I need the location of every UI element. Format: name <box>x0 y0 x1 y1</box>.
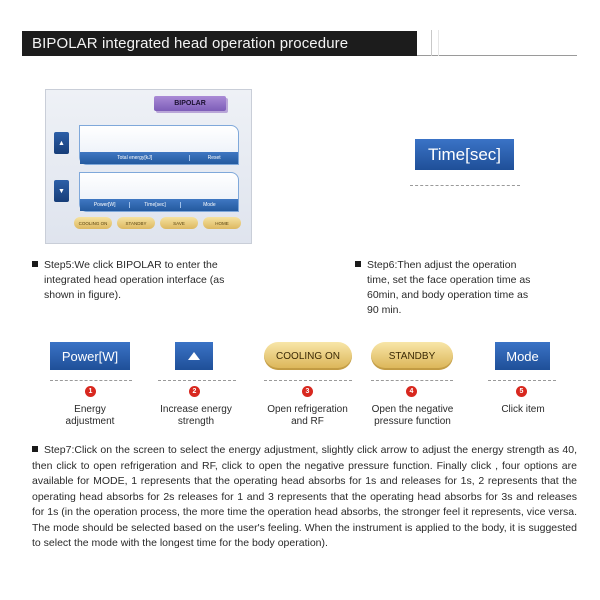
dashed-divider <box>264 380 352 381</box>
title-underline <box>417 55 577 56</box>
settings-panel <box>79 172 239 212</box>
standby-button: STANDBY <box>371 342 453 370</box>
number-badge-5: 5 <box>516 386 527 397</box>
up-arrow-icon: ▲ <box>54 132 69 154</box>
dashed-divider <box>158 380 236 381</box>
bullet-icon <box>32 261 38 267</box>
caption-negative-pressure: Open the negative pressure function <box>371 404 454 427</box>
decorative-mark-icon <box>431 30 439 56</box>
number-badge-4: 4 <box>406 386 417 397</box>
cooling-on-button: COOLING ON <box>264 342 352 370</box>
mini-standby-button: STANDBY <box>117 217 155 229</box>
mode-label: Mode <box>180 202 238 208</box>
number-badge-1: 1 <box>85 386 96 397</box>
caption-click-item: Click item <box>501 404 545 415</box>
mode-button: Mode <box>495 342 550 370</box>
increase-arrow-button <box>175 342 213 370</box>
step7-text: Step7:Click on the screen to select the energy adjustment, slightly click arrow to adjust the energy strength as 40, then click to open refrigeration and RF, click to open the negative pressure function. Finally click , four options are available for MODE, 1 represents that the operating head absorbs for 1s and releases for 1s, 2 represents that the operating head absorbs for 2s releases for 1 and 3 represents that the operating head absorbs for 3s and releases for 1s (in the operation process, the more time the operation head absorbs, the stronger feel it represents, vice versa. The mode should be selected based on the user's feeling. When the instrument is applied to the body, it is suggested to select the mode with the longest time for the body operation). <box>32 444 577 549</box>
caption-increase-energy: Increase energy strength <box>160 404 232 427</box>
dashed-divider <box>371 380 453 381</box>
caption-energy-adjustment: Energy adjustment <box>65 404 115 427</box>
down-arrow-icon: ▼ <box>54 180 69 202</box>
section-title-banner <box>22 31 417 56</box>
mini-save-button: SAVE <box>160 217 198 229</box>
dashed-divider <box>410 185 520 186</box>
total-energy-label: Total energy[kJ] <box>117 155 153 161</box>
power-w-button: Power[W] <box>50 342 130 370</box>
section-title: BIPOLAR integrated head operation procedure <box>32 35 349 52</box>
dashed-divider <box>50 380 132 381</box>
mini-home-button: HOME <box>203 217 241 229</box>
dashed-divider <box>488 380 556 381</box>
power-label: Power[W] <box>93 202 116 208</box>
energy-panel <box>79 125 239 165</box>
step6-text: Step6:Then adjust the operation time, set the face operation time as 60min, and body operation time as 90 min. <box>355 258 585 318</box>
caption-refrigeration: Open refrigeration and RF <box>267 404 348 427</box>
number-badge-2: 2 <box>189 386 200 397</box>
time-label: Time[sec] <box>129 202 179 208</box>
mini-cooling-button: COOLING ON <box>74 217 112 229</box>
bullet-icon <box>355 261 361 267</box>
step5-text: Step5:We click BIPOLAR to enter the integrated head operation interface (as shown in figure). <box>32 258 292 303</box>
time-sec-button: Time[sec] <box>415 139 514 170</box>
device-screen-illustration <box>45 89 252 244</box>
bipolar-tab: BIPOLAR <box>154 96 226 111</box>
number-badge-3: 3 <box>302 386 313 397</box>
up-arrow-icon <box>188 352 200 360</box>
reset-label: Reset <box>189 155 238 161</box>
bullet-icon <box>32 446 38 452</box>
